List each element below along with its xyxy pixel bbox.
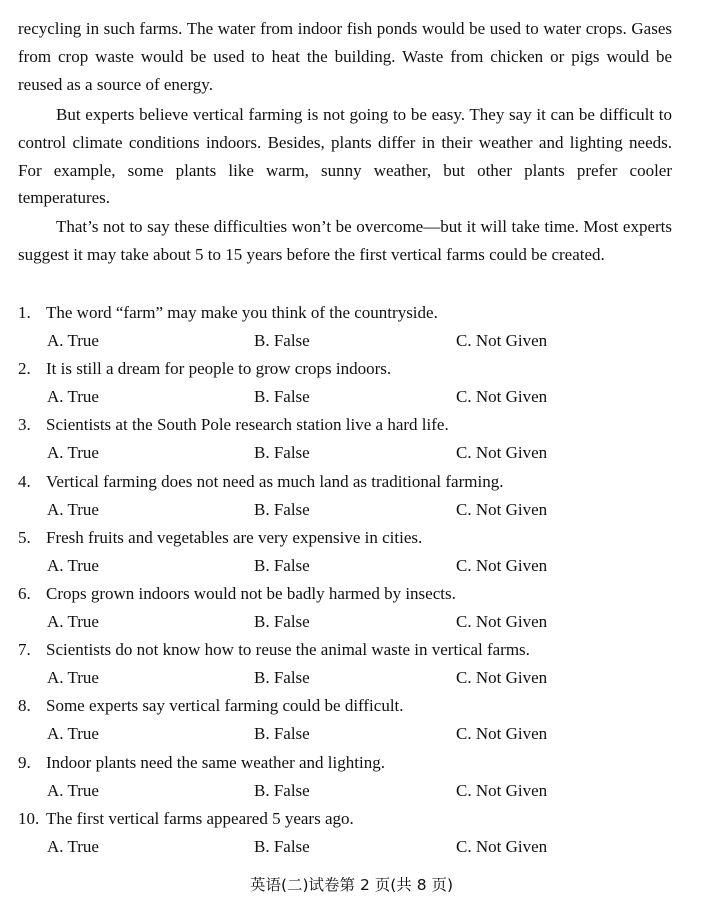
option-b: B. False — [254, 668, 310, 688]
question-text: Scientists at the South Pole research station live a hard life. — [46, 415, 449, 435]
question-text: Vertical farming does not need as much land as traditional farming. — [46, 471, 504, 491]
question-text: The first vertical farms appeared 5 years ago. — [46, 808, 354, 828]
question-text: The word “farm” may make you think of the countryside. — [46, 303, 438, 322]
option-c: C. Not Given — [456, 387, 548, 407]
option-a: A. True — [47, 724, 99, 744]
question-item — [0, 753, 703, 809]
question-item — [0, 696, 703, 752]
page-footer: 英语(二)试卷第 2 页(共 8 页) — [249, 876, 454, 894]
option-a: A. True — [47, 611, 99, 631]
question-stem — [18, 809, 354, 829]
option-a: A. True — [47, 499, 99, 519]
question-text: Crops grown indoors would not be badly harmed by insects. — [46, 583, 456, 603]
option-c: C. Not Given — [456, 836, 548, 856]
question-number: 5. — [18, 527, 31, 547]
option-b: B. False — [254, 555, 310, 575]
option-c: C. Not Given — [456, 331, 548, 350]
question-text: Some experts say vertical farming could be difficult. — [46, 696, 404, 716]
question-number: 4. — [18, 471, 31, 491]
question-item — [0, 584, 703, 640]
question-stem — [18, 584, 456, 604]
option-b: B. False — [254, 387, 310, 407]
question-item — [0, 359, 703, 415]
question-number: 3. — [18, 415, 31, 435]
option-a: A. True — [47, 836, 99, 856]
passage-paragraph: But experts believe vertical farming is not going to be easy. They say it can be difficult to control climate conditions indoors. Besides, plants differ in their weather and lighting needs. For example, some plants like warm, sunny weather, but other plants prefer cooler temperatures. — [18, 105, 672, 208]
question-stem — [18, 415, 449, 435]
question-stem — [18, 696, 404, 716]
option-b: B. False — [254, 724, 310, 744]
question-item — [0, 809, 703, 865]
question-number: 6. — [18, 583, 31, 603]
option-c: C. Not Given — [456, 611, 548, 631]
question-item — [0, 528, 703, 584]
option-c: C. Not Given — [456, 724, 548, 744]
question-text: It is still a dream for people to grow crops indoors. — [46, 359, 392, 379]
option-c: C. Not Given — [456, 780, 548, 800]
option-b: B. False — [254, 499, 310, 519]
option-c: C. Not Given — [456, 443, 548, 463]
passage-paragraph: That’s not to say these difficulties won’t be overcome—but it will take time. Most experts suggest it may take about 5 to 15 years before the first vertical farms could be created. — [18, 217, 672, 264]
question-text: Scientists do not know how to reuse the animal waste in vertical farms. — [46, 640, 530, 660]
passage-paragraph: recycling in such farms. The water from indoor fish ponds would be used to water crops. Gases from crop waste would be used to heat the building. Waste from chicken or pigs would be reused as a source of energy. — [18, 19, 672, 94]
question-stem — [18, 640, 530, 660]
question-item — [0, 415, 703, 471]
option-a: A. True — [47, 555, 99, 575]
option-c: C. Not Given — [456, 668, 548, 688]
question-number: 7. — [18, 640, 31, 660]
question-number: 2. — [18, 359, 31, 379]
question-stem — [18, 303, 438, 323]
question-list — [0, 303, 703, 865]
option-b: B. False — [254, 611, 310, 631]
question-stem — [18, 359, 391, 379]
question-item — [0, 472, 703, 528]
option-c: C. Not Given — [456, 499, 548, 519]
question-text: Indoor plants need the same weather and lighting. — [46, 752, 385, 772]
option-a: A. True — [47, 780, 99, 800]
option-a: A. True — [47, 443, 99, 463]
option-b: B. False — [254, 443, 310, 463]
question-number: 9. — [18, 752, 31, 772]
option-a: A. True — [47, 387, 99, 407]
option-b: B. False — [254, 836, 310, 856]
option-b: B. False — [254, 331, 310, 350]
question-stem — [18, 528, 422, 548]
question-item — [0, 303, 703, 359]
question-stem — [18, 472, 503, 492]
question-item — [0, 640, 703, 696]
question-number: 8. — [18, 696, 31, 716]
option-a: A. True — [47, 668, 99, 688]
question-number: 1. — [18, 303, 31, 322]
question-stem — [18, 753, 385, 773]
option-a: A. True — [47, 331, 99, 350]
question-number: 10. — [18, 808, 40, 828]
question-text: Fresh fruits and vegetables are very expensive in cities. — [46, 527, 423, 547]
option-b: B. False — [254, 780, 310, 800]
option-c: C. Not Given — [456, 555, 548, 575]
